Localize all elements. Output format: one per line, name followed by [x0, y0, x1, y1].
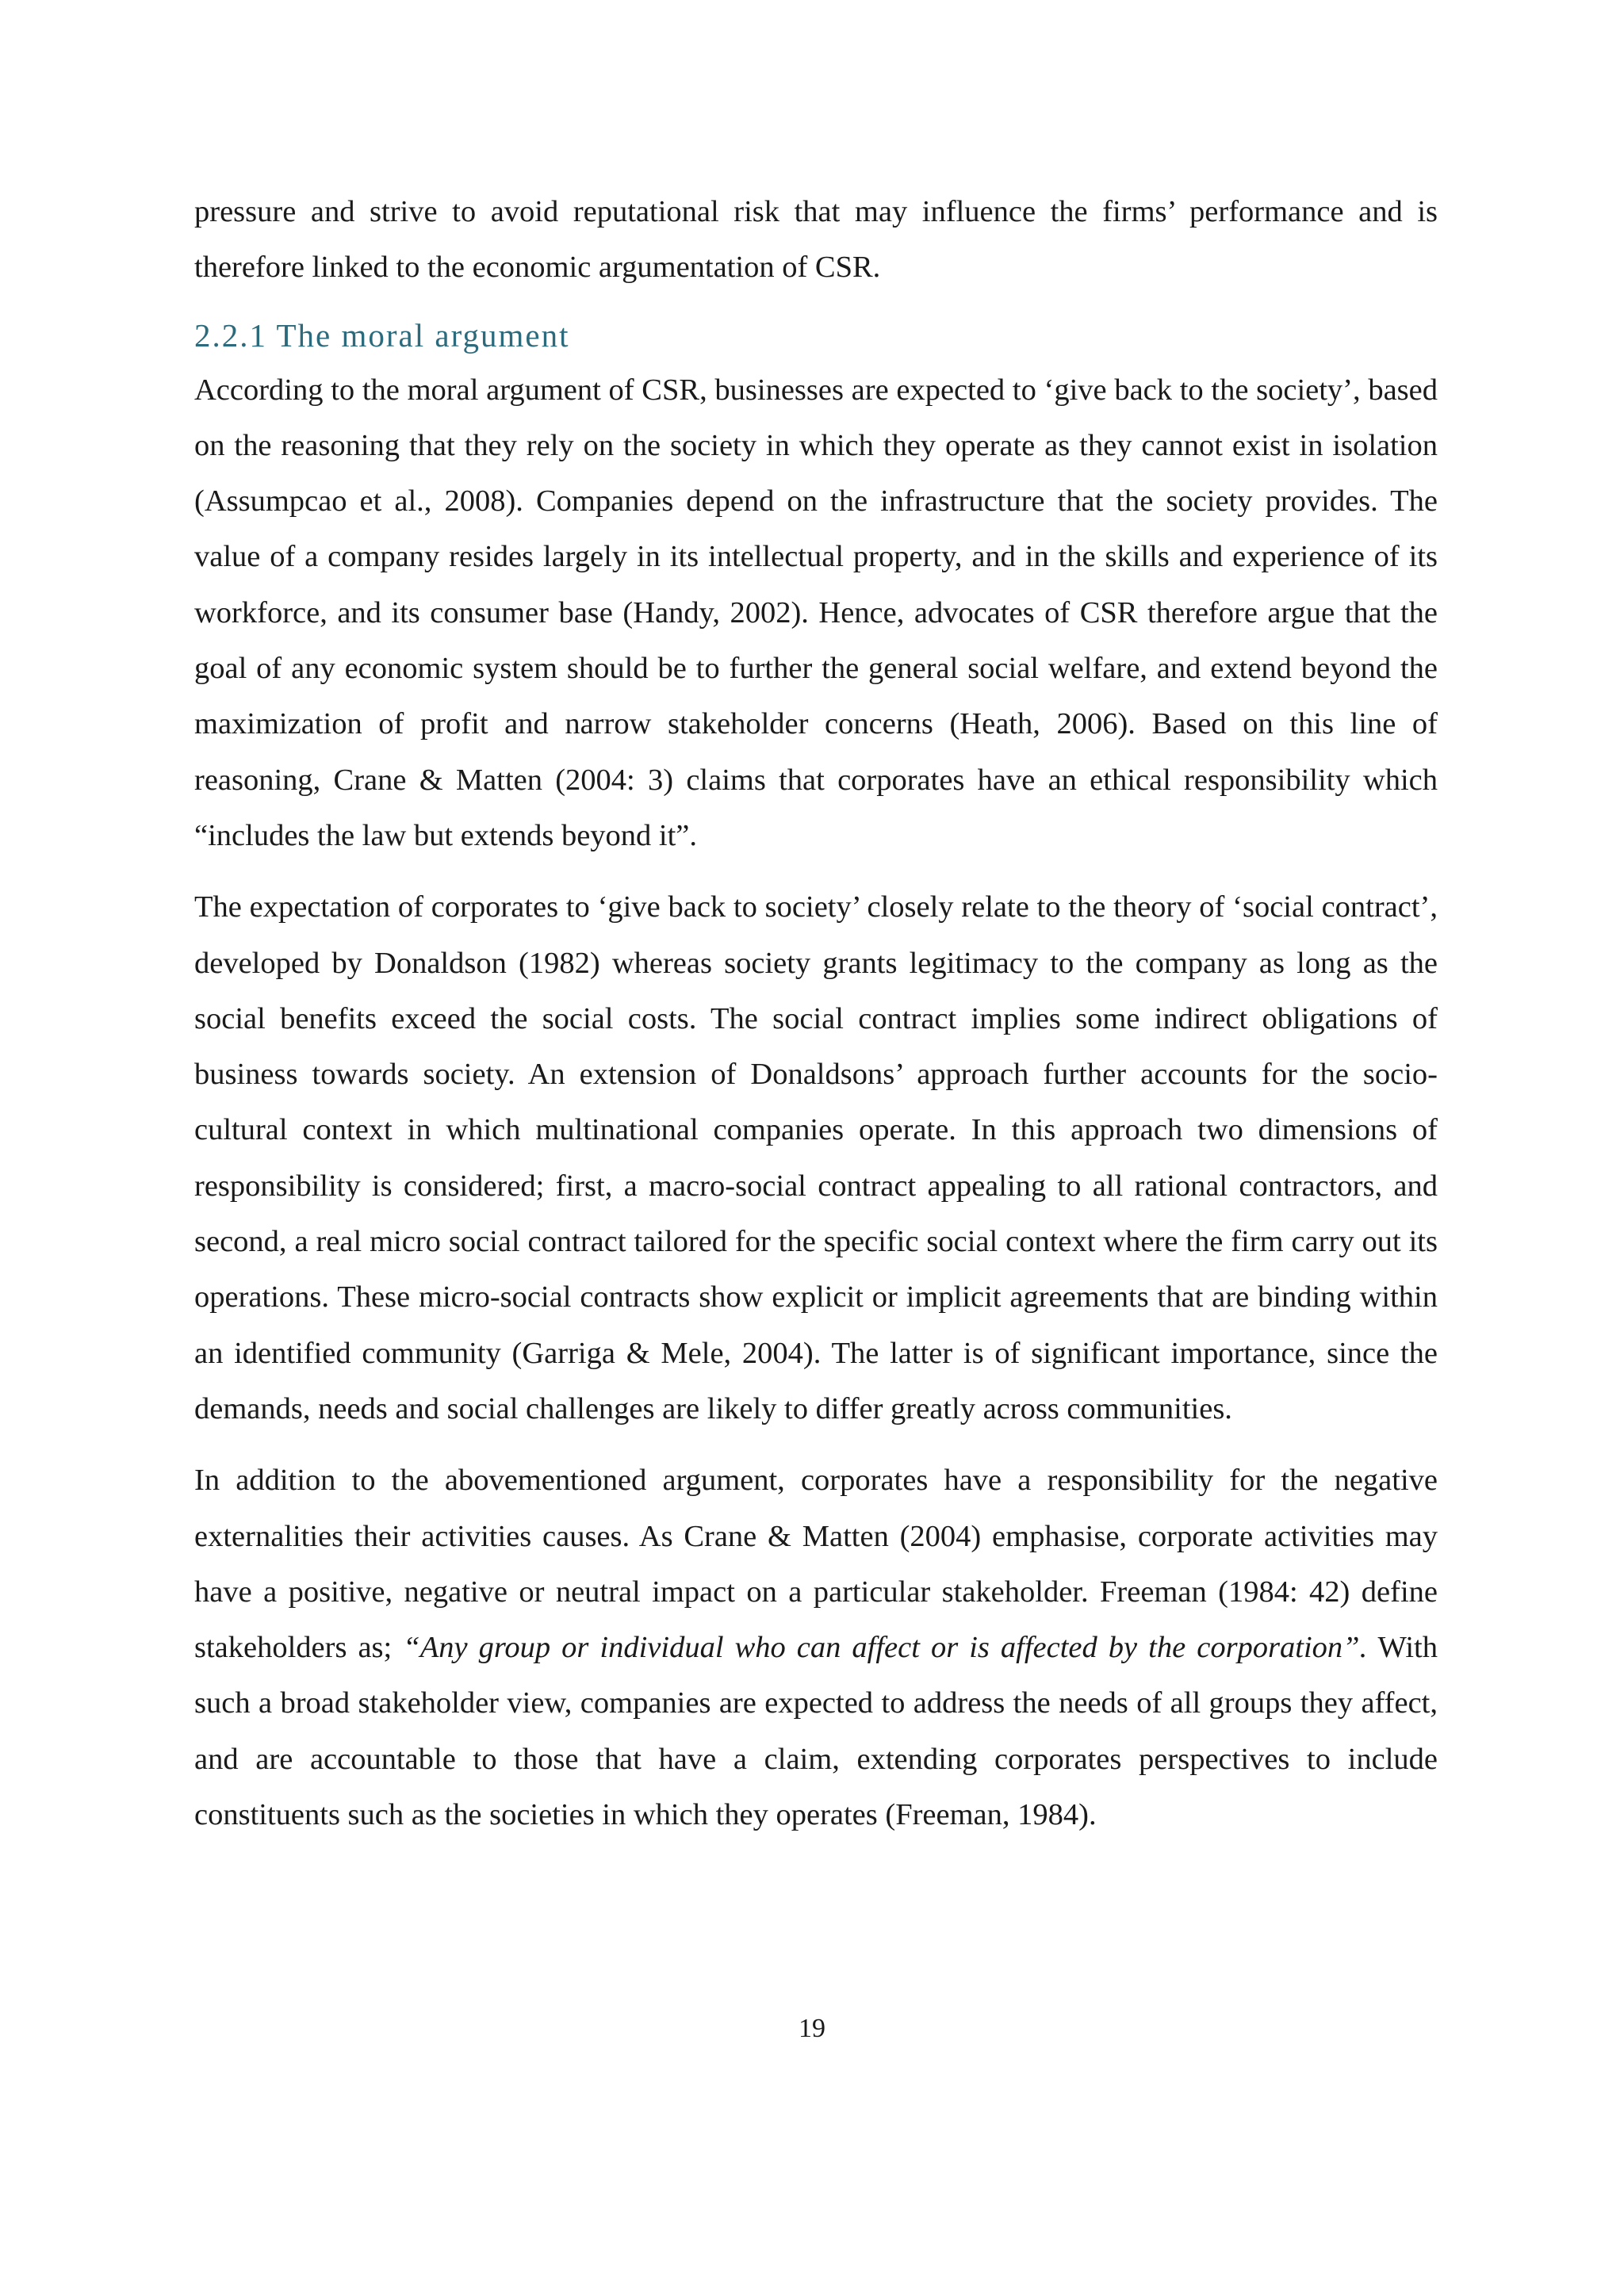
- page-number: 19: [799, 2014, 825, 2043]
- paragraph-moral-argument: According to the moral argument of CSR, businesses are expected to ‘give back to the society’, based on the reasoning that they rely on the society in which they operate as they cannot exist in isolation (Assumpcao et al., 2008). Companies depend on the infrastructure that the society provides. The value of a company resides largely in its intellectual property, and in the skills and experience of its workforce, and its consumer base (Handy, 2002). Hence, advocates of CSR therefore argue that the goal of any economic system should be to further the general social welfare, and extend beyond the maximization of profit and narrow stakeholder concerns (Heath, 2006). Based on this line of reasoning, Crane & Matten (2004: 3) claims that corporates have an ethical responsibility which “includes the law but extends beyond it”.: [194, 373, 1438, 852]
- section-heading: 2.2.1 The moral argument: [194, 316, 570, 354]
- intro-paragraph: pressure and strive to avoid reputational risk that may influence the firms’ performance and is therefore linked to the economic argumentation of CSR.: [194, 195, 1438, 285]
- paragraph-social-contract: The expectation of corporates to ‘give back to society’ closely relate to the theory of ‘social contract’, developed by Donaldson (1982) whereas society grants legitimacy to the company as long as the social benefits exceed the social costs. The social contract implies some indirect obligations of business towards society. An extension of Donaldsons’ approach further accounts for the socio-cultural context in which multinational companies operate. In this approach two dimensions of responsibility is considered; first, a macro-social contract appealing to all rational contractors, and second, a real micro social contract tailored for the specific social context where the firm carry out its operations. These micro-social contracts show explicit or implicit agreements that are binding within an identified community (Garriga & Mele, 2004). The latter is of significant importance, since the demands, needs and social challenges are likely to differ greatly across communities.: [194, 890, 1438, 1425]
- page-content: [194, 184, 1438, 1843]
- stakeholders-text-start: In addition to the abovementioned argument, corporates have a responsibility for the negative externalities their activities causes. As Crane & Matten (2004) emphasise, corporate activities may have a positive, negative or neutral impact on a particular stakeholder. Freeman (1984: 42) define stakeholders as;: [194, 1464, 1438, 1665]
- stakeholders-text-end: With such a broad stakeholder view, companies are expected to address the needs of all groups they affect, and are accountable to those that have a claim, extending corporates perspectives to include constituents such as the societies in which they operates (Freeman, 1984).: [194, 1631, 1438, 1832]
- freeman-quote: “Any group or individual who can affect or is affected by the corporation”.: [403, 1631, 1368, 1665]
- paragraph-stakeholders: [194, 1452, 1438, 1843]
